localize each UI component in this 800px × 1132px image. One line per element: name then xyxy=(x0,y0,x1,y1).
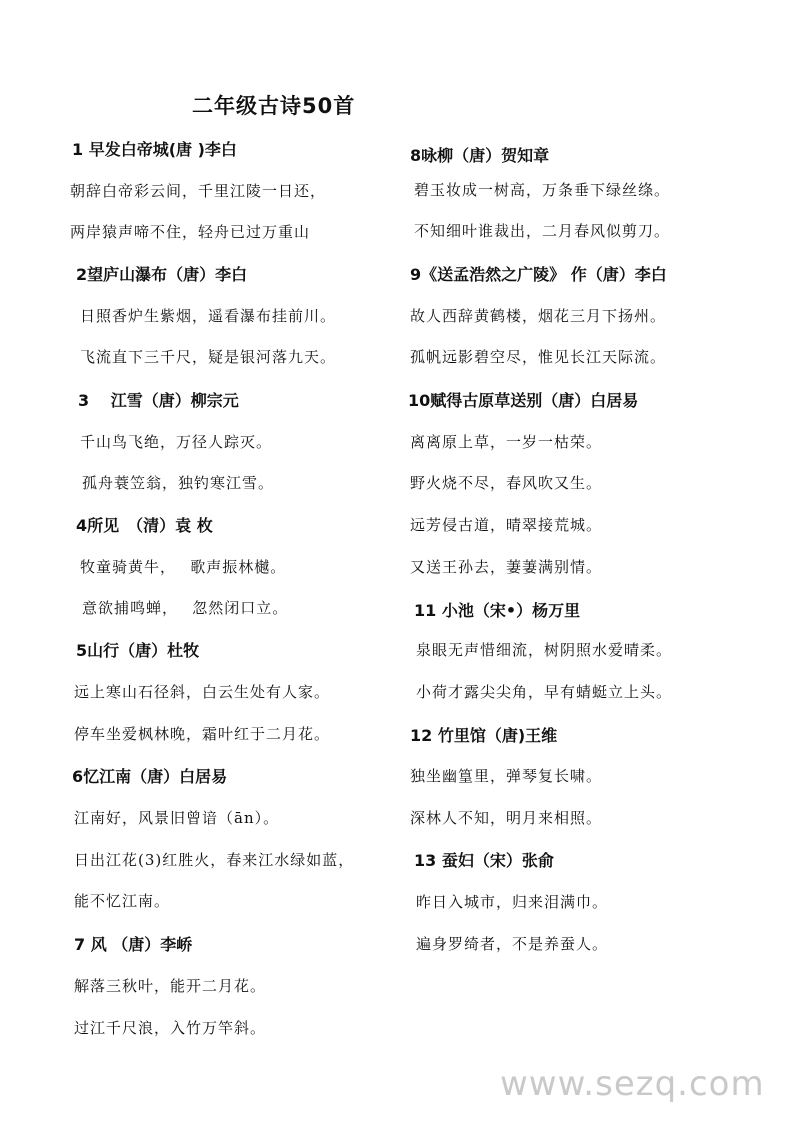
poem-heading: 9《送孟浩然之广陵》 作（唐）李白 xyxy=(410,265,667,284)
poem-line: 飞流直下三千尺，疑是银河落九天。 xyxy=(80,348,337,366)
poem-line: 意欲捕鸣蝉， 忽然闭口立。 xyxy=(82,599,289,617)
poem-heading: 3 江雪（唐）柳宗元 xyxy=(78,391,239,410)
poem-heading: 4所见 （清）袁 枚 xyxy=(76,516,213,535)
poem-heading: 10赋得古原草送别（唐）白居易 xyxy=(408,391,639,410)
poem-line: 碧玉妆成一树高，万条垂下绿丝绦。 xyxy=(414,181,671,199)
poem-heading: 1 早发白帝城(唐 )李白 xyxy=(72,140,237,159)
poem-line: 日出江花(3)红胜火，春来江水绿如蓝， xyxy=(74,851,355,869)
poem-line: 两岸猿声啼不住，轻舟已过万重山 xyxy=(70,223,311,241)
poem-line: 江南好，风景旧曾谙（ān）。 xyxy=(74,809,280,827)
poem-heading: 12 竹里馆（唐)王维 xyxy=(410,726,558,745)
page-title: 二年级古诗50首 xyxy=(192,94,356,118)
poem-line: 远芳侵古道，晴翠接荒城。 xyxy=(410,516,603,534)
poem-line: 又送王孙去，萋萋满别情。 xyxy=(410,558,603,576)
poem-line: 野火烧不尽，春风吹又生。 xyxy=(410,474,603,492)
poem-line: 解落三秋叶，能开二月花。 xyxy=(74,977,267,995)
poem-line: 昨日入城市，归来泪满巾。 xyxy=(416,893,609,911)
poem-line: 故人西辞黄鹤楼，烟花三月下扬州。 xyxy=(410,307,667,325)
poem-line: 停车坐爱枫林晚，霜叶红于二月花。 xyxy=(74,725,331,743)
poem-heading: 5山行（唐）杜牧 xyxy=(76,641,200,660)
poem-line: 千山鸟飞绝，万径人踪灭。 xyxy=(80,433,273,451)
poem-line: 能不忆江南。 xyxy=(74,892,171,910)
poem-line: 独坐幽篁里，弹琴复长啸。 xyxy=(410,767,603,785)
poem-heading: 8咏柳（唐）贺知章 xyxy=(410,146,550,165)
poem-line: 离离原上草，一岁一枯荣。 xyxy=(410,433,603,451)
poem-line: 泉眼无声惜细流，树阴照水爱晴柔。 xyxy=(416,641,673,659)
poem-heading: 6忆江南（唐）白居易 xyxy=(72,767,228,786)
poem-heading: 13 蚕妇（宋）张俞 xyxy=(414,851,554,870)
poem-line: 小荷才露尖尖角，早有蜻蜓立上头。 xyxy=(416,683,673,701)
poem-line: 孤舟蓑笠翁，独钓寒江雪。 xyxy=(82,474,275,492)
poem-line: 远上寒山石径斜，白云生处有人家。 xyxy=(74,683,331,701)
poem-heading: 7 风 （唐）李峤 xyxy=(74,935,193,954)
poem-line: 不知细叶谁裁出，二月春风似剪刀。 xyxy=(414,222,671,240)
poem-line: 牧童骑黄牛， 歌声振林樾。 xyxy=(80,558,287,576)
poem-line: 朝辞白帝彩云间，千里江陵一日还， xyxy=(70,182,327,200)
poem-line: 深林人不知，明月来相照。 xyxy=(410,809,603,827)
watermark-text: www.sezq.com xyxy=(500,1064,765,1104)
poem-line: 日照香炉生紫烟，遥看瀑布挂前川。 xyxy=(80,307,337,325)
poem-heading: 2望庐山瀑布（唐）李白 xyxy=(76,265,248,284)
poem-line: 遍身罗绮者，不是养蚕人。 xyxy=(416,935,609,953)
poem-heading: 11 小池（宋•）杨万里 xyxy=(414,601,581,620)
poem-line: 过江千尺浪，入竹万竿斜。 xyxy=(74,1019,267,1037)
poem-line: 孤帆远影碧空尽，惟见长江天际流。 xyxy=(410,348,667,366)
